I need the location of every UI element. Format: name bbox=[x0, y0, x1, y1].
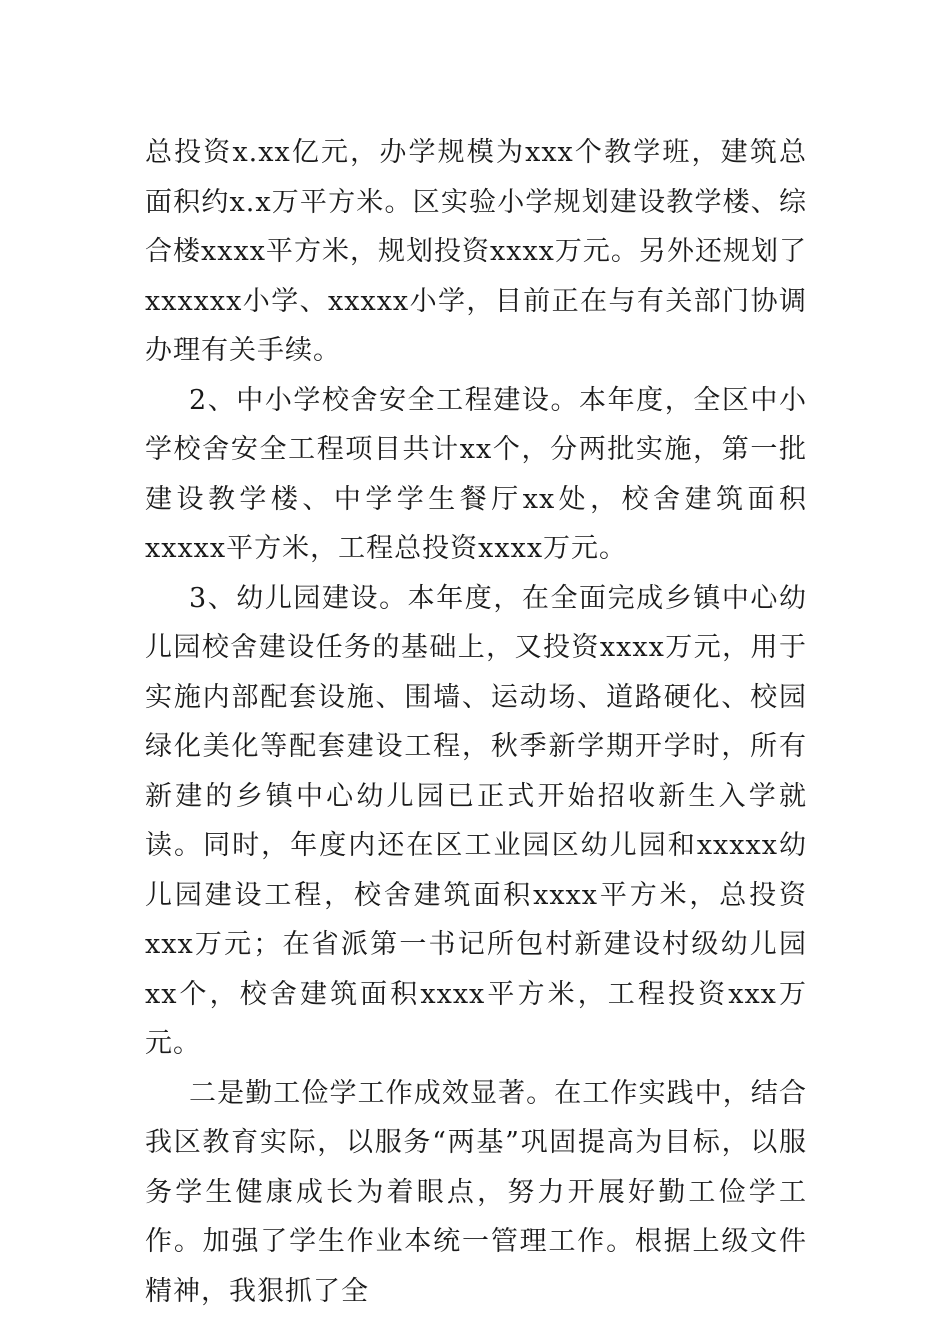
paragraph-school-investment: 总投资x.xx亿元，办学规模为xxx个教学班，建筑总面积约x.x万平方米。区实验小学规划建设教学楼、综合楼xxxx平方米，规划投资xxxx万元。另外还规划了xxxxxx小学、xxxxx小学，目前正在与有关部门协调办理有关手续。 bbox=[145, 137, 807, 366]
document-body bbox=[145, 128, 807, 1316]
paragraph-school-safety-project: 2、中小学校舍安全工程建设。本年度，全区中小学校舍安全工程项目共计xx个，分两批实施，第一批建设教学楼、中学学生餐厅xx处，校舍建筑面积xxxxx平方米，工程总投资xxxx万元。 bbox=[145, 384, 807, 564]
paragraph-work-study: 二是勤工俭学工作成效显著。在工作实践中，结合我区教育实际，以服务“两基”巩固提高为目标，以服务学生健康成长为着眼点，努力开展好勤工俭学工作。加强了学生作业本统一管理工作。根据上级文件精神，我狠抓了全 bbox=[145, 1077, 807, 1307]
paragraph-kindergarten-construction: 3、幼儿园建设。本年度，在全面完成乡镇中心幼儿园校舍建设任务的基础上，又投资xxxx万元，用于实施内部配套设施、围墙、运动场、道路硬化、校园绿化美化等配套建设工程，秋季新学期开学时，所有新建的乡镇中心幼儿园已正式开始招收新生入学就读。同时，年度内还在区工业园区幼儿园和xxxxx幼儿园建设工程，校舍建筑面积xxxx平方米，总投资xxx万元；在省派第一书记所包村新建设村级幼儿园xx个，校舍建筑面积xxxx平方米，工程投资xxx万元。 bbox=[145, 582, 807, 1059]
